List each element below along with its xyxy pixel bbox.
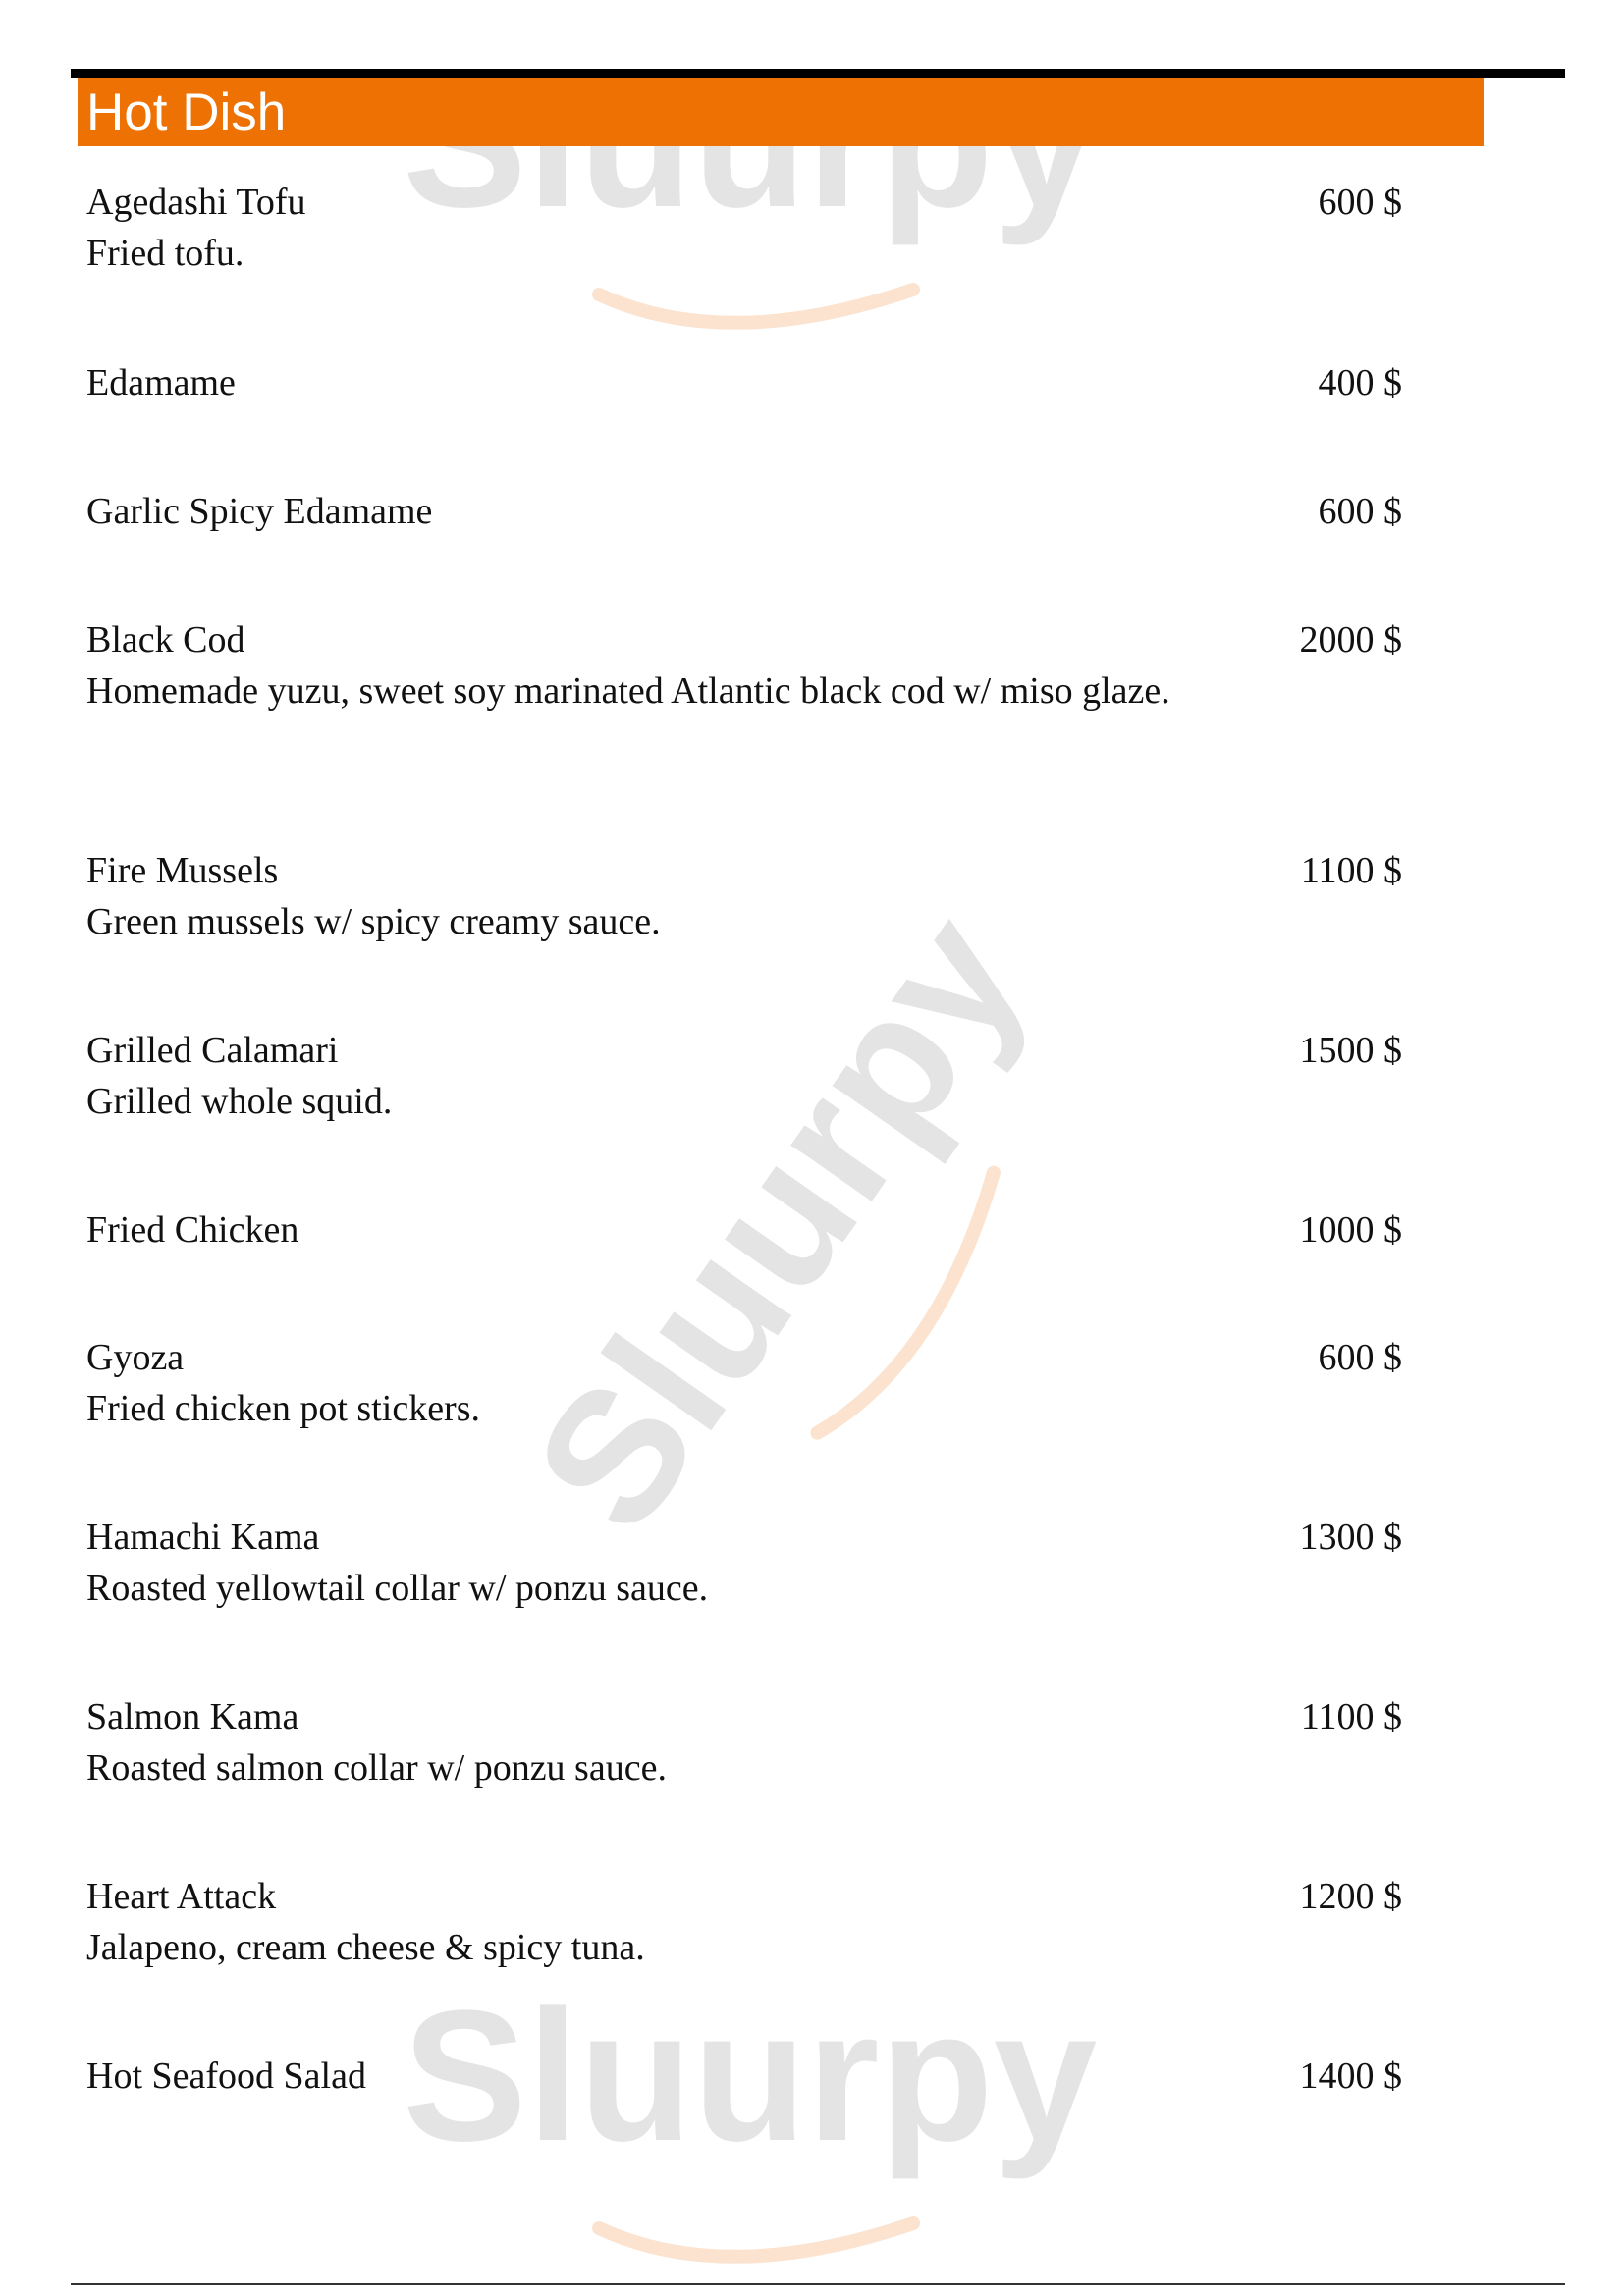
- menu-item: [86, 1204, 1402, 1255]
- item-name: Salmon Kama: [86, 1696, 299, 1737]
- item-name: Hamachi Kama: [86, 1517, 320, 1558]
- item-price: 1000 $: [1299, 1209, 1402, 1251]
- item-price: 600 $: [1318, 182, 1402, 223]
- item-description: Green mussels w/ spicy creamy sauce.: [86, 901, 661, 942]
- item-price: 1300 $: [1299, 1517, 1402, 1558]
- item-price: 1100 $: [1300, 850, 1402, 891]
- bottom-divider: [71, 2283, 1565, 2285]
- item-name: Fried Chicken: [86, 1209, 299, 1251]
- item-price: 600 $: [1318, 491, 1402, 532]
- menu-item: [86, 1871, 1402, 1974]
- item-price: 1400 $: [1299, 2056, 1402, 2097]
- item-name: Fire Mussels: [86, 850, 279, 891]
- menu-item: [86, 357, 1402, 408]
- item-price: 1100 $: [1300, 1696, 1402, 1737]
- item-name: Grilled Calamari: [86, 1030, 339, 1071]
- item-name: Black Cod: [86, 619, 245, 661]
- menu-item: [86, 486, 1402, 537]
- item-price: 1500 $: [1299, 1030, 1402, 1071]
- svg-text:Sluurpy: Sluurpy: [403, 1973, 1098, 2180]
- item-price: 600 $: [1318, 1337, 1402, 1378]
- menu-item: [86, 177, 1402, 280]
- item-name: Garlic Spicy Edamame: [86, 491, 433, 532]
- top-divider: [71, 69, 1565, 78]
- item-description: Homemade yuzu, sweet soy marinated Atlantic black cod w/ miso glaze.: [86, 670, 1170, 712]
- item-name: Edamame: [86, 362, 236, 403]
- menu-item: [86, 1025, 1402, 1128]
- menu-item: [86, 1512, 1402, 1615]
- item-name: Hot Seafood Salad: [86, 2056, 366, 2097]
- item-description: Fried tofu.: [86, 233, 244, 274]
- menu-item: [86, 845, 1402, 948]
- section-title: Hot Dish: [86, 83, 287, 141]
- item-name: Gyoza: [86, 1337, 185, 1378]
- item-price: 1200 $: [1299, 1876, 1402, 1917]
- item-description: Grilled whole squid.: [86, 1081, 393, 1122]
- item-price: 2000 $: [1299, 619, 1402, 661]
- item-description: Roasted yellowtail collar w/ ponzu sauce.: [86, 1568, 709, 1609]
- menu-item: [86, 2051, 1402, 2102]
- watermark-logo-bottom: [403, 1973, 1267, 2268]
- svg-text:Sluurpy: Sluurpy: [495, 878, 1064, 1567]
- item-name: Heart Attack: [86, 1876, 277, 1917]
- item-description: Fried chicken pot stickers.: [86, 1388, 481, 1429]
- item-name: Agedashi Tofu: [86, 182, 306, 223]
- section-header: [78, 78, 1484, 146]
- item-description: Roasted salmon collar w/ ponzu sauce.: [86, 1747, 667, 1789]
- menu-item: [86, 1691, 1402, 1794]
- menu-item: [86, 614, 1402, 718]
- menu-item: [86, 1332, 1402, 1435]
- item-price: 400 $: [1318, 362, 1402, 403]
- item-description: Jalapeno, cream cheese & spicy tuna.: [86, 1927, 645, 1968]
